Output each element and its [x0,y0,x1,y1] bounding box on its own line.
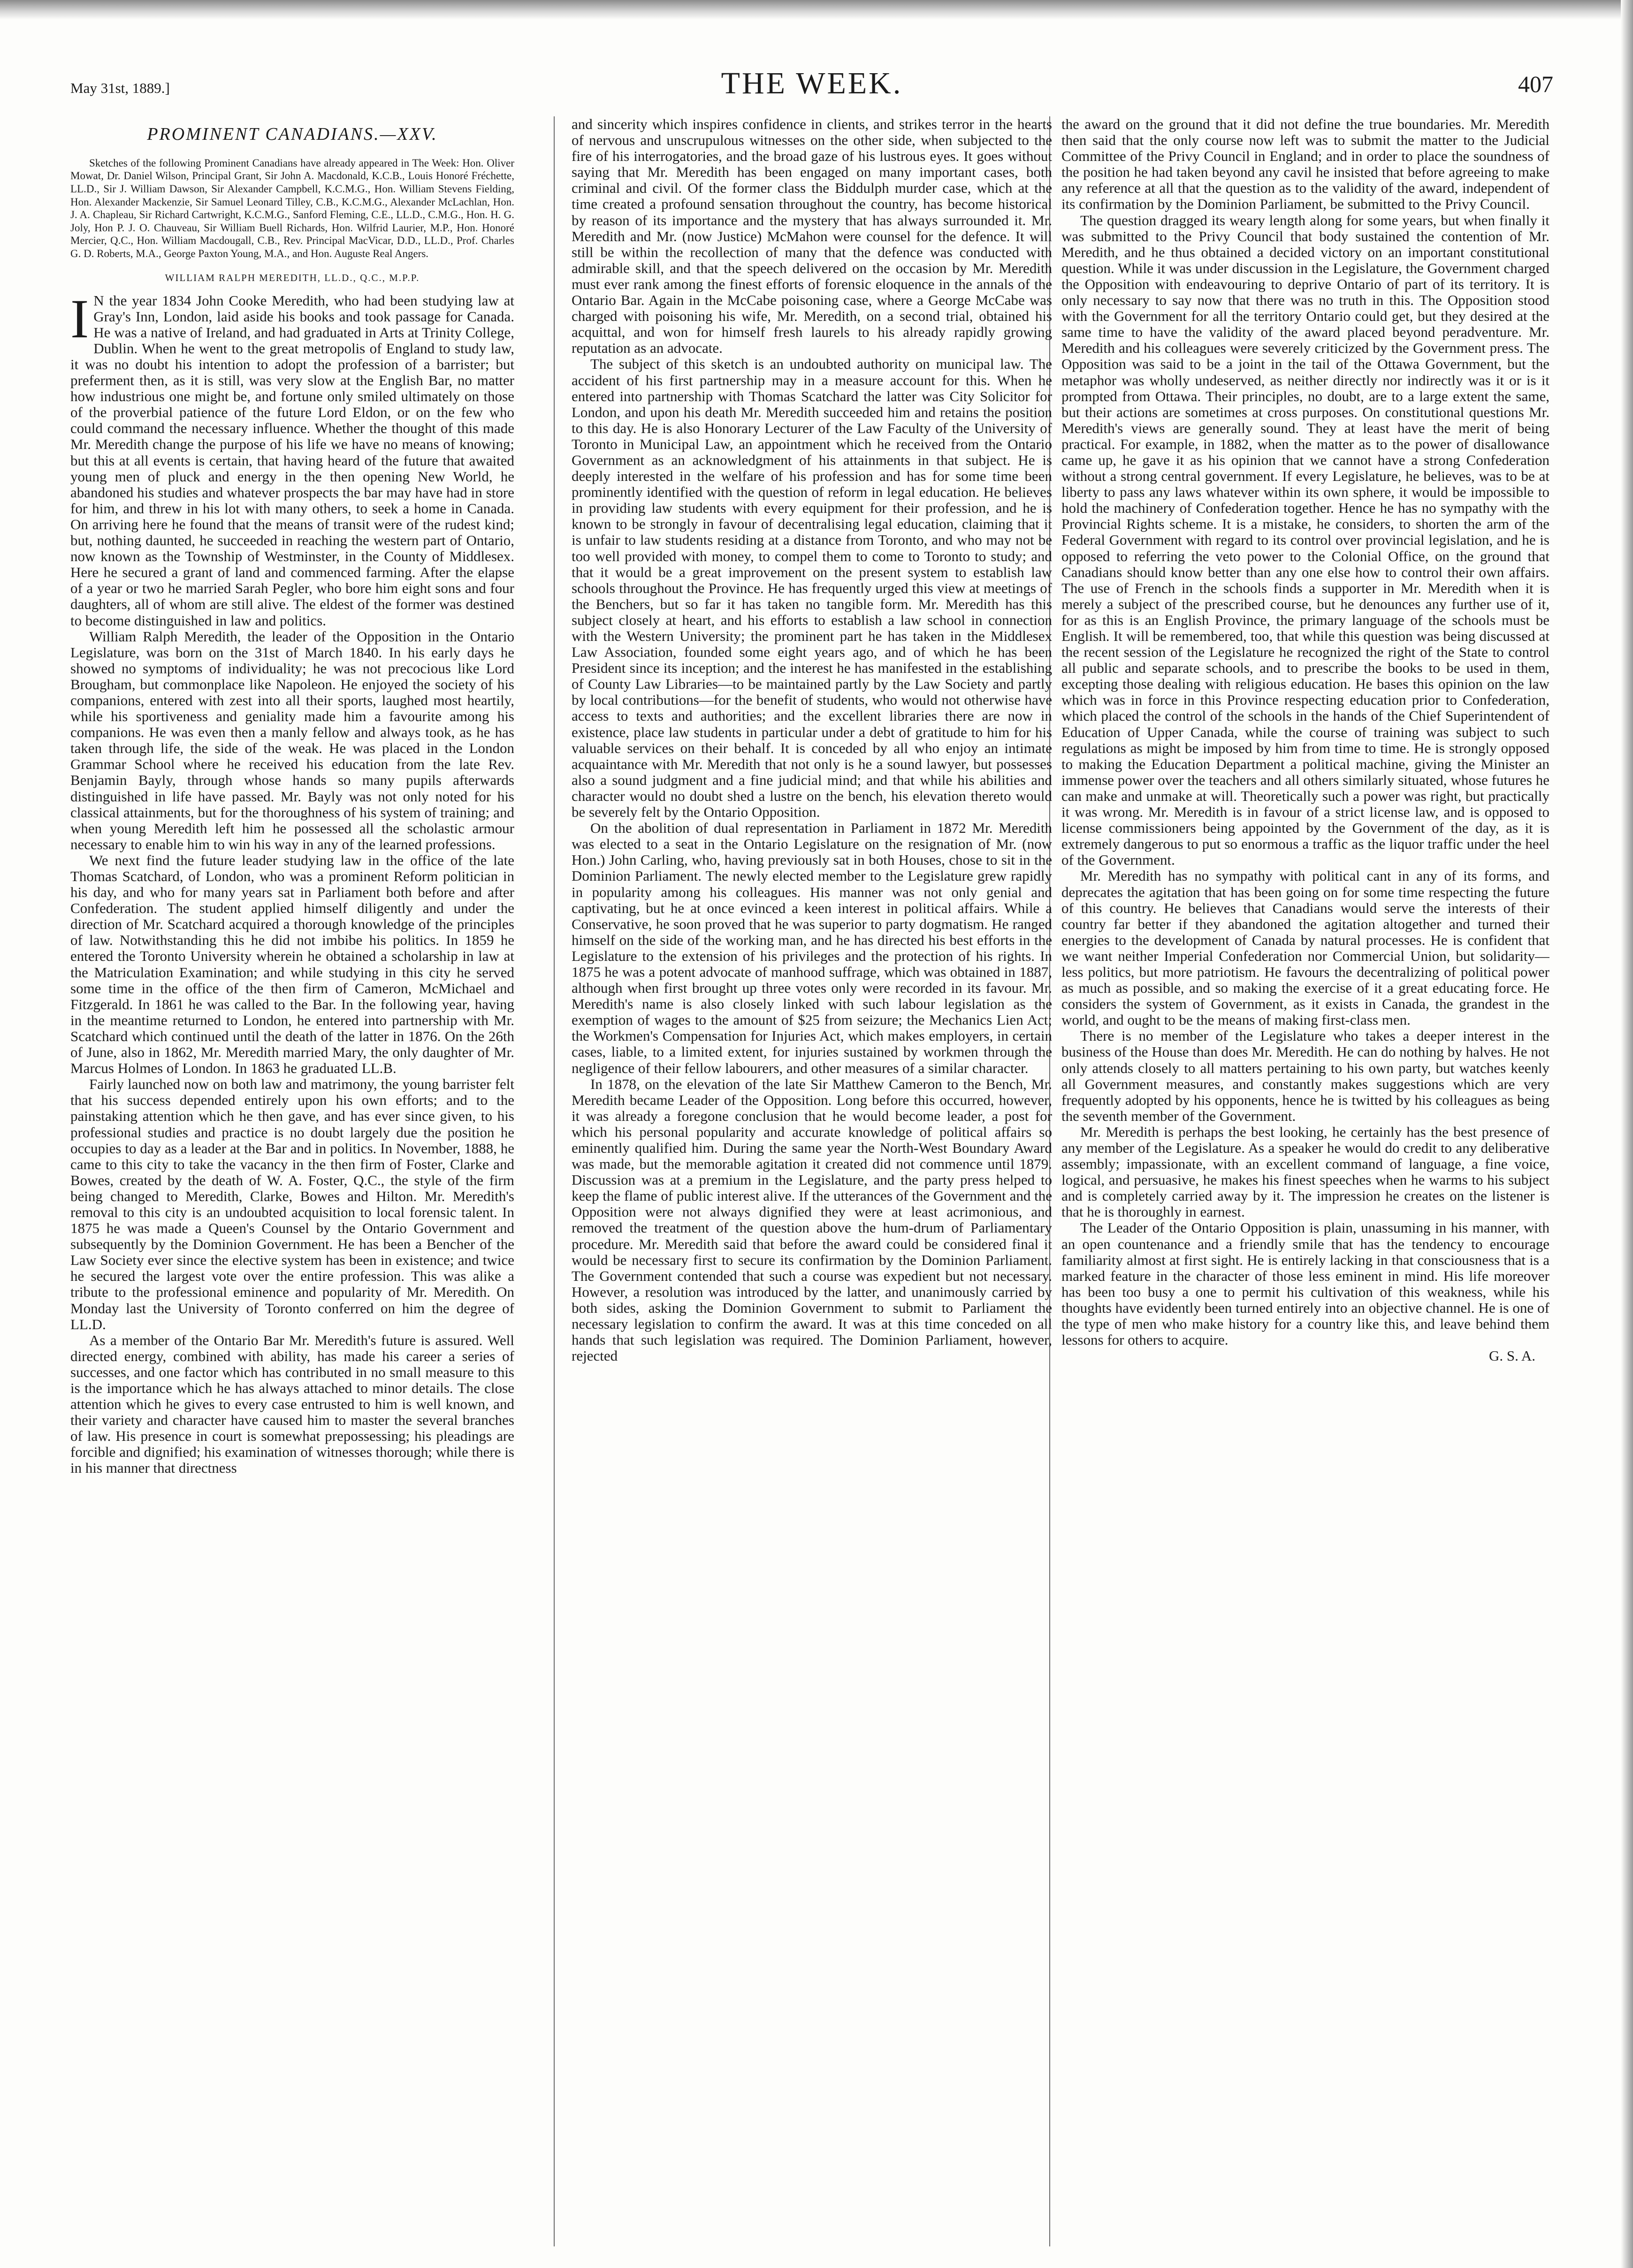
paragraph: Mr. Meredith has no sympathy with political cant in any of its forms, and deprecates the agitation that has been going on for some time respecting the future of this country. He believes that Canadians would serve the interests of their country far better if they abandoned the agitation altogether and turned their energies to the development of Canada by natural processes. He is confident that we want neither Imperial Confederation nor Commercial Union, but solidarity—less politics, but more patriotism. He favours the decentralizing of political power as much as possible, and so making the exercise of it a great educating force. He considers the system of Government, as it exists in Canada, the grandest in the world, and ought to be the means of making first-class men. [1061,868,1549,1028]
paragraph: On the abolition of dual representation in Parliament in 1872 Mr. Meredith was elected to a seat in the Ontario Legislature on the resignation of Mr. (now Hon.) John Carling, who, having previously sat in both Houses, chose to sit in the Dominion Parliament. The newly elected member to the Legislature grew rapidly in popularity among his colleagues. His manner was not only genial and captivating, but he at once evinced a keen interest in political affairs. While a Conservative, he soon proved that he was superior to party dogmatism. He ranged himself on the side of the working man, and he has directed his best efforts in the Legislature to the extension of his privileges and the protection of his rights. In 1875 he was a potent advocate of manhood suffrage, which was obtained in 1887, although when first brought up three votes only were recorded in its favour. Mr. Meredith's name is also closely linked with such labour legislation as the exemption of wages to the amount of $25 from seizure; the Mechanics Lien Act; the Workmen's Compensation for Injuries Act, which makes employers, in certain cases, liable, to a limited extent, for injuries sustained by workmen through the negligence of their fellow labourers, and other measures of a similar character. [572,820,1052,1076]
paragraph: As a member of the Ontario Bar Mr. Meredith's future is assured. Well directed energy, combined with ability, has made his career a series of successes, and one factor which has contributed in no small measure to this is the importance which he has always attached to minor details. The close attention which he gives to every case entrusted to him is well known, and their variety and character have caused him to master the several branches of law. His presence in court is somewhat prepossessing; his pleadings are forcible and dignified; his examination of witnesses thorough; while there is in his manner that directness [70,1332,514,1476]
article-title: PROMINENT CANADIANS.—XXV. [147,124,438,144]
column-1 [70,116,514,2246]
column-2 [572,116,1052,2246]
page-header [70,66,1553,103]
page-right-edge [1621,0,1633,2268]
paragraph-text: N the year 1834 John Cooke Meredith, who had been studying law at Gray's Inn, London, laid aside his books and took passage for Canada. He was a native of Ireland, and had graduated in Arts at Trinity College, Dublin. When he went to the great metropolis of England to study law, it was no doubt his intention to adopt the profession of a barrister; but preferment then, as it is still, was very slow at the English Bar, no matter how industrious one might be, and fortune only smiled ultimately on those of the proverbial patience of the future Lord Eldon, or on the few who could command the necessary influence. Whether the thought of this made Mr. Meredith change the purpose of his life we have no means of knowing; but this at all events is certain, that having heard of the future that awaited young men of pluck and energy in the then opening New World, he abandoned his studies and whatever prospects the bar may have had in store for him, and threw in his lot with many others, to seek a home in Canada. On arriving here he found that the means of transit were of the rudest kind; but, nothing daunted, he succeeded in reaching the western part of Ontario, now known as the Township of Westminster, in the County of Middlesex. Here he secured a grant of land and commenced farming. After the elapse of a year or two he married Sarah Pegler, who bore him eight sons and four daughters, all of whom are still alive. The eldest of the former was destined to become distinguished in law and politics. [70,292,514,629]
paragraph: the award on the ground that it did not define the true boundaries. Mr. Meredith then said that the only course now left was to submit the matter to the Judicial Committee of the Privy Council in England; and in order to place the soundness of the position he had taken beyond any cavil he insisted that before agreeing to make any reference at all that the question as to the validity of the award, independent of its confirmation by the Dominion Parliament, be submitted to the Privy Council. [1061,116,1549,213]
paragraph: Mr. Meredith is perhaps the best looking, he certainly has the best presence of any member of the Legislature. As a speaker he would do credit to any deliberative assembly; impassionate, with an excellent command of language, a fine voice, logical, and persuasive, he makes his finest speeches when he warms to his subject and is completely carried away by it. The impression he creates on the listener is that he is thoroughly in earnest. [1061,1123,1549,1220]
column-rule-1 [554,116,555,2246]
issue-date: May 31st, 1889.] [70,80,170,96]
paragraph: The Leader of the Ontario Opposition is plain, unassuming in his manner, with an open countenance and a friendly smile that has the tendency to encourage familiarity almost at first sight. He is entirely lacking in that consciousness that is a marked feature in the character of those less eminent in mind. His life moreover has been too busy a one to permit his cultivation of this weakness, while his thoughts have evidently been turned entirely into an objective channel. He is one of the type of men who make history for a country like this, and leave behind them lessons for others to acquire. [1061,1219,1549,1348]
drop-cap: I [70,288,89,350]
author-signature: G. S. A. [1488,1347,1535,1364]
paragraph: and sincerity which inspires confidence in clients, and strikes terror in the hearts of nervous and unscrupulous witnesses on the other side, when subjected to the fire of his interrogatories, and the broad gaze of his lustrous eyes. It goes without saying that Mr. Meredith has been engaged on many important cases, both criminal and civil. Of the former class the Biddulph murder case, which at the time created a profound sensation throughout the country, has become historical by reason of its importance and the mystery that has always surrounded it. Mr. Meredith and Mr. (now Justice) McMahon were counsel for the defence. It will still be within the recollection of many that the defence was conducted with admirable skill, and that the speech delivered on the occasion by Mr. Meredith must ever rank among the finest efforts of forensic eloquence in the annals of the Ontario Bar. Again in the McCabe poisoning case, where a George McCabe was charged with poisoning his wife, Mr. Meredith, on a second trial, obtained his acquittal, and won for himself fresh laurels to his already rapidly growing reputation as an advocate. [572,116,1052,357]
paragraph: There is no member of the Legislature who takes a deeper interest in the business of the House than does Mr. Meredith. He can do nothing by halves. He not only attends closely to all matters pertaining to his own party, but watches keenly all Government measures, and constantly makes suggestions which are very frequently adopted by his opponents, hence he is twitted by his colleagues as being the seventh member of the Government. [1061,1027,1549,1124]
page-number: 407 [1518,71,1553,97]
page-top-edge [0,0,1633,20]
paragraph: We next find the future leader studying law in the office of the late Thomas Scatchard, of London, who was a prominent Reform politician in his day, and who for many years sat in Parliament both before and after Confederation. The student applied himself diligently and under the direction of Mr. Scatchard acquired a thorough knowledge of the principles of law. Notwithstanding this he did not imbibe his politics. In 1859 he entered the Toronto University wherein he obtained a scholarship in law at the Matriculation Examination; and while studying in this city he served some time in the office of the then firm of Cameron, McMichael and Fitzgerald. In 1861 he was called to the Bar. In the following year, having in the meantime returned to London, he entered into partnership with Mr. Scatchard which continued until the death of the latter in 1876. On the 26th of June, also in 1862, Mr. Meredith married Mary, the only daughter of Mr. Marcus Holmes of London. In 1863 he graduated LL.B. [70,852,514,1077]
paragraph: In 1878, on the elevation of the late Sir Matthew Cameron to the Bench, Mr. Meredith became Leader of the Opposition. Long before this occurred, however, it was already a foregone conclusion that he would become leader, a post for which his personal popularity and accurate knowledge of political affairs so eminently qualified him. During the same year the North-West Boundary Award was made, but the memorable agitation it created did not commence until 1879. Discussion was at a premium in the Legislature, and the party press helped to keep the flame of public interest alive. If the utterances of the Government and the Opposition were not always dignified they were at least acrimonious, and removed the treatment of the question above the hum-drum of Parliamentary procedure. Mr. Meredith said that before the award could be considered final it would be necessary first to secure its confirmation by the Dominion Parliament. The Government contended that such a course was expedient but not necessary. However, a resolution was introduced by the latter, and unanimously carried by both sides, asking the Dominion Government to submit to Parliament the necessary legislation to confirm the award. It was at this time conceded on all hands that such legislation was required. The Dominion Parliament, however, rejected [572,1075,1052,1364]
paragraph: Fairly launched now on both law and matrimony, the young barrister felt that his success depended entirely upon his own efforts; and to the painstaking attention which he then gave, and has ever since given, to his professional studies and practice is no doubt largely due the position he occupies to day as a leader at the Bar and in politics. In November, 1888, he came to this city to take the vacancy in the then firm of Foster, Clarke and Bowes, created by the death of W. A. Foster, Q.C., the style of the firm being changed to Meredith, Clarke, Bowes and Hilton. Mr. Meredith's removal to this city is an undoubted acquisition to local forensic talent. In 1875 he was made a Queen's Counsel by the Ontario Government and subsequently by the Dominion Government. He has been a Bencher of the Law Society ever since the elective system has been in existence; and twice he secured the largest vote over the entire profession. This was alike a tribute to the professional eminence and popularity of Mr. Meredith. On Monday last the University of Toronto conferred on him the degree of LL.D. [70,1076,514,1332]
paragraph: William Ralph Meredith, the leader of the Opposition in the Ontario Legislature, was born on the 31st of March 1840. In his early days he showed no symptoms of individuality; he was not precocious like Lord Brougham, but commonplace like Napoleon. He enjoyed the society of his companions, entered with zest into all their sports, laughed most heartily, while his sportiveness and geniality made him a favourite among his companions. He was even then a manly fellow and always took, as he has taken through life, the side of the weak. He was placed in the London Grammar School where he received his education from the late Rev. Benjamin Bayly, through whose hands so many pupils afterwards distinguished in life have passed. Mr. Bayly was not only noted for his classical attainments, but for the thoroughness of his system of training; and when young Meredith left him he possessed all the scholastic armour necessary to enable him to win his way in any of the learned professions. [70,628,514,852]
paragraph: The subject of this sketch is an undoubted authority on municipal law. The accident of his first partnership may in a measure account for this. When he entered into partnership with Thomas Scatchard the latter was City Solicitor for London, and upon his death Mr. Meredith succeeded him and retains the position to this day. He is also Honorary Lecturer of the Law Faculty of the University of Toronto in Municipal Law, an appointment which he received from the Ontario Government as an acknowledgment of his attainments in that subject. He is deeply interested in the welfare of his profession and has for some time been prominently identified with the question of reform in legal education. He believes in providing law students with every equipment for their profession, and he is known to be strongly in favour of decentralising legal education, claiming that it is unfair to law students residing at a distance from Toronto, and who may not be too well provided with money, to compel them to come to Toronto to study; and that it would be a great improvement on the present system to establish law schools throughout the Province. He has frequently urged this view at meetings of the Benchers, but so far it has taken no tangible form. Mr. Meredith has this subject closely at heart, and his efforts to establish a law school in connection with the Western University; the prominent part he has taken in the Middlesex Law Association, founded some eight years ago, and of which he has been President since its inception; and the interest he has manifested in the establishing of County Law Libraries—to be maintained partly by the Law Society and partly by local contributions—for the benefit of students, who would not otherwise have access to texts and authorities; and the excellent libraries there are now in existence, place law students in particular under a debt of gratitude to him for his valuable services on their behalf. It is conceded by all who enjoy an intimate acquaintance with Mr. Meredith that not only is he a sound lawyer, but possesses also a sound judgment and a fine judicial mind; and that while his abilities and character would no doubt shed a lustre on the bench, his elevation thereto would be severely felt by the Ontario Opposition. [572,356,1052,821]
publication-title: THE WEEK. [721,66,903,100]
column-3 [1061,116,1549,2246]
paragraph [70,288,514,629]
paragraph: The question dragged its weary length along for some years, but when finally it was submitted to the Privy Council that body sustained the contention of Mr. Meredith, and he thus obtained a decided victory on an important constitutional question. While it was under discussion in the Legislature, the Government charged the Opposition with endeavouring to deprive Ontario of part of its territory. It is only necessary to say now that there was no truth in this. The Opposition stood with the Government for all the territory Ontario could get, but they desired at the same time to have the validity of the award placed beyond peradventure. Mr. Meredith and his colleagues were severely criticized by the Government press. The Opposition was said to be a joint in the tail of the Ottawa Government, but the metaphor was wholly undeserved, as neither directly nor indirectly was it or is it prompted from Ottawa. Their principles, no doubt, are to a large extent the same, but their actions are sometimes at cross purposes. On constitutional questions Mr. Meredith's views are generally sound. They at least have the merit of being practical. For example, in 1882, when the matter as to the power of disallowance came up, he gave it as his opinion that we cannot have a strong Confederation without a strong central government. If every Legislature, he believes, was to be at liberty to pass any laws whatever within its own sphere, it would be impossible to hold the machinery of Confederation together. Hence he has no sympathy with the Provincial Rights scheme. It is a mistake, he considers, to shorten the arm of the Federal Government with regard to its control over provincial legislation, and he is opposed to referring the veto power to the Colonial Office, on the ground that Canadians should know better than any one else how to control their own affairs. The use of French in the schools finds a supporter in Mr. Meredith when it is merely a subject of the prescribed course, but he denounces any further use of it, for as this is an English Province, the primary language of the schools must be English. It will be remembered, too, that while this question was being discussed at the recent session of the Legislature he recognized the right of the State to control all public and separate schools, and to prescribe the books to be used in them, excepting those dealing with religious education. He bases this opinion on the law which was in force in this Province respecting education prior to Confederation, which placed the control of the schools in the hands of the Chief Superintendent of Education of Upper Canada, while the course of training was subject to such regulations as might be imposed by him from time to time. He is strongly opposed to making the Education Department a political machine, giving the Minister an immense power over the teachers and all others similarly situated, whose futures he can make and unmake at will. Theoretically such a power was right, but practically it was wrong. Mr. Meredith is in favour of a strict license law, and is opposed to license commissioners being appointed by the Government of the day, as it is extremely dangerous to put so enormous a traffic as the liquor traffic under the heel of the Government. [1061,212,1549,868]
intro-paragraph: Sketches of the following Prominent Canadians have already appeared in The Week: Hon. Oliver Mowat, Dr. Daniel Wilson, Principal Grant, Sir John A. Macdonald, K.C.B., Louis Honoré Fréchette, LL.D., Sir J. William Dawson, Sir Alexander Campbell, K.C.M.G., Hon. William Stevens Fielding, Hon. Alexander Mackenzie, Sir Samuel Leonard Tilley, C.B., K.C.M.G., Alexander McLachlan, Hon. J. A. Chapleau, Sir Richard Cartwright, K.C.M.G., Sanford Fleming, C.E., LL.D., C.M.G., Hon. H. G. Joly, Hon P. J. O. Chauveau, Sir William Buell Richards, Hon. Wilfrid Laurier, M.P., Hon. Honoré Mercier, Q.C., Hon. William Macdougall, C.B., Rev. Principal MacVicar, D.D., LL.D., Prof. Charles G. D. Roberts, M.A., George Paxton Young, M.A., and Hon. Auguste Real Angers. [70,157,514,259]
article-intro [70,157,514,260]
article-subject: WILLIAM RALPH MEREDITH, LL.D., Q.C., M.P.P. [165,272,420,283]
